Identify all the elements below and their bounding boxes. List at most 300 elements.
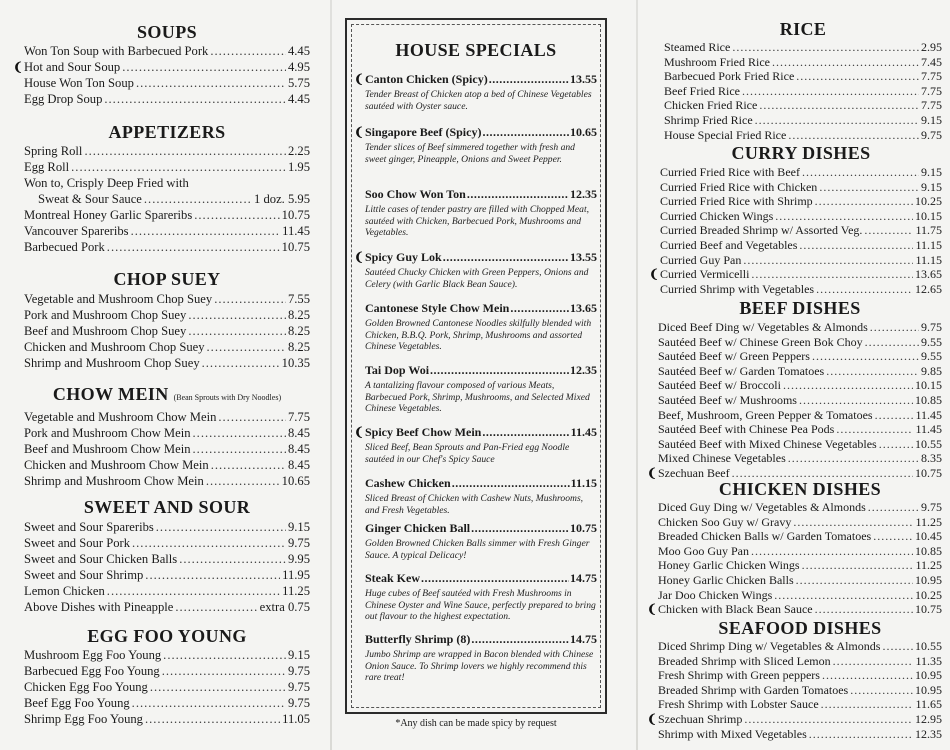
- item-price: 11.15: [915, 237, 942, 252]
- special-price: 13.55: [570, 250, 597, 264]
- section-heading-seafood: SEAFOOD DISHES: [718, 618, 882, 638]
- dot-leader: [194, 207, 279, 223]
- special-name: Canton Chicken (Spicy): [365, 72, 488, 86]
- special-description: Huge cubes of Beef sautéed with Fresh Mushrooms in Chinese Oyster and Wine Sauce, perfectly prepared to bring out flavour to the highest expectation.: [365, 588, 596, 623]
- menu-item: [658, 654, 942, 669]
- section-heading-house-specials: HOUSE SPECIALS: [395, 40, 557, 60]
- dot-leader: [211, 457, 286, 473]
- special-name: Soo Chow Won Ton: [365, 187, 466, 201]
- dot-leader: [826, 364, 919, 379]
- chow-mein-list: [24, 409, 310, 489]
- item-name: Chicken and Mushroom Chow Mein: [24, 458, 209, 472]
- menu-item: [658, 683, 942, 698]
- dot-leader: [822, 668, 913, 683]
- menu-item: [658, 639, 942, 654]
- special-description: Sautéed Chucky Chicken with Green Peppers, Onions and Celery (with Garlic Black Bean Sauce).: [365, 267, 589, 290]
- dot-leader: [850, 683, 913, 698]
- dot-leader: [788, 451, 919, 466]
- special-title-row: [365, 363, 597, 378]
- item-price: 7.75: [921, 83, 942, 98]
- menu-item: [658, 335, 942, 350]
- item-price: 11.65: [915, 697, 942, 712]
- item-price: 11.95: [282, 568, 310, 582]
- item-name: Mixed Chinese Vegetables: [658, 451, 786, 466]
- dot-leader: [793, 515, 913, 530]
- item-price: 11.15: [915, 252, 942, 267]
- special-name: Tai Dop Woi: [365, 363, 430, 377]
- item-name: Szechuan Shrimp: [658, 711, 743, 726]
- dot-leader: [214, 291, 286, 307]
- item-name: Beef, Mushroom, Green Pepper & Tomatoes: [658, 407, 873, 422]
- item-price: 1.95: [287, 160, 310, 174]
- dot-leader: [751, 267, 913, 282]
- special-description: Sliced Breast of Chicken with Cashew Nuts, Mushrooms, and Fresh Vegetables.: [365, 493, 584, 516]
- dot-leader: [175, 599, 257, 615]
- dot-leader: [210, 43, 286, 59]
- menu-item: [658, 437, 942, 452]
- item-price: 5.75: [287, 76, 310, 90]
- special-title-row: [365, 187, 597, 202]
- item-name: Sweat & Sour Sauce: [38, 192, 142, 206]
- special-item: [365, 363, 597, 415]
- item-price: 9.85: [921, 363, 942, 378]
- beef-list: [647, 320, 942, 481]
- menu-item: [658, 320, 942, 335]
- special-item: [354, 125, 597, 165]
- dot-leader: [865, 335, 919, 350]
- dot-leader: [206, 473, 280, 489]
- dot-leader: [816, 282, 913, 297]
- item-price: 9.15: [921, 165, 942, 179]
- item-price: 10.55: [915, 436, 942, 451]
- dot-leader: [467, 187, 569, 202]
- menu-item: [658, 364, 942, 379]
- chow-mein-note: (Bean Sprouts with Dry Noodles): [173, 393, 282, 402]
- item-price: 4.45: [287, 44, 310, 58]
- menu-item: [24, 695, 310, 711]
- chop-suey-section: [24, 269, 310, 371]
- item-price: 9.55: [921, 349, 942, 364]
- chili-pepper-icon: ❨: [647, 602, 658, 617]
- menu-item: [658, 500, 942, 515]
- dot-leader: [104, 91, 286, 107]
- item-name: Beef and Mushroom Chow Mein: [24, 442, 191, 456]
- item-name: Shrimp Egg Foo Young: [24, 712, 143, 726]
- menu-item: [658, 451, 942, 466]
- menu-item: [660, 209, 942, 224]
- menu-item: [24, 323, 310, 339]
- item-name: Sautéed Beef w/ Mushrooms: [658, 392, 797, 407]
- menu-item: [24, 339, 310, 355]
- item-price: 2.95: [921, 40, 942, 54]
- special-item: [365, 301, 597, 353]
- dot-leader: [107, 583, 280, 599]
- special-price: 14.75: [570, 632, 597, 646]
- menu-item: [658, 558, 942, 573]
- section-heading-beef: BEEF DISHES: [739, 298, 861, 318]
- dot-leader: [188, 307, 286, 323]
- special-name: Cashew Chicken: [365, 476, 451, 490]
- dot-leader: [162, 663, 286, 679]
- item-name: Curried Breaded Shrimp w/ Assorted Veg.: [660, 223, 863, 238]
- chili-pepper-icon: ❨: [354, 125, 365, 139]
- rice-list: [664, 40, 942, 142]
- special-title-row: [354, 425, 597, 440]
- special-title-row: [365, 632, 597, 647]
- item-price: 11.25: [915, 514, 942, 529]
- menu-item: [658, 668, 942, 683]
- item-name: Curried Fried Rice with Beef: [660, 165, 800, 179]
- dot-leader: [809, 727, 913, 742]
- dot-leader: [875, 408, 914, 423]
- soups-section: [13, 22, 310, 107]
- special-description: Sliced Beef, Bean Sprouts and Pan-Fried egg Noodle sautéed in our Chef's Spicy Sauce: [365, 442, 570, 465]
- item-price: extra 0.75: [259, 600, 310, 614]
- dot-leader: [207, 339, 286, 355]
- menu-item: [658, 544, 942, 559]
- item-price: 10.95: [915, 668, 942, 683]
- special-item: [354, 72, 597, 112]
- dot-leader: [471, 521, 569, 536]
- special-title-row: [354, 250, 597, 265]
- special-price: 14.75: [570, 571, 597, 585]
- item-price: 10.15: [915, 208, 942, 223]
- menu-item: [658, 393, 942, 408]
- menu-item: [24, 535, 310, 551]
- section-heading-egg-foo-young: EGG FOO YOUNG: [87, 626, 247, 646]
- dot-leader: [821, 697, 914, 712]
- item-price: 8.25: [287, 340, 310, 354]
- dot-leader: [179, 551, 286, 567]
- menu-item: [24, 679, 310, 695]
- dot-leader: [482, 125, 569, 140]
- special-description: Tender slices of Beef simmered together with fresh and sweet ginger, Pineapple, Onions and Sweet Pepper.: [365, 142, 575, 165]
- seafood-section: [647, 618, 942, 741]
- item-name: Sweet and Sour Pork: [24, 536, 130, 550]
- item-name: Sautéed Beef with Mixed Chinese Vegetables: [658, 436, 877, 451]
- menu-item: [24, 223, 310, 239]
- menu-item: [658, 378, 942, 393]
- item-price: 10.85: [915, 392, 942, 407]
- special-name: Singapore Beef (Spicy): [365, 125, 482, 139]
- item-name: House Special Fried Rice: [664, 127, 787, 142]
- dot-leader: [510, 301, 569, 316]
- dot-leader: [489, 72, 569, 87]
- dot-leader: [122, 59, 286, 75]
- special-name: Butterfly Shrimp (8): [365, 632, 471, 646]
- menu-item: [647, 711, 942, 727]
- menu-item: [24, 307, 310, 323]
- chow-mein-section: [24, 384, 310, 489]
- dot-leader: [471, 632, 569, 647]
- menu-item: [24, 409, 310, 425]
- special-description: Golden Browned Cantonese Noodles skilfully blended with Chicken, B.B.Q. Pork, Shrimp, Mushrooms and assorted Chinese Vegetables.: [365, 318, 592, 353]
- menu-item: [24, 567, 310, 583]
- item-price: 8.45: [287, 426, 310, 440]
- special-price: 10.65: [570, 125, 597, 139]
- special-description: Little cases of tender pastry are filled with Chopped Meat, sautéed with Chicken, Barbecued Pork, Mushrooms and Vegetables.: [365, 204, 590, 239]
- item-price: 10.55: [915, 639, 942, 653]
- item-price: 9.75: [287, 696, 310, 710]
- dot-leader: [430, 363, 569, 378]
- item-price: 10.65: [281, 474, 310, 488]
- menu-item: [24, 647, 310, 663]
- special-name: Cantonese Style Chow Mein: [365, 301, 510, 315]
- special-price: 12.35: [570, 187, 597, 201]
- dot-leader: [772, 55, 919, 70]
- item-price: 10.95: [915, 572, 942, 587]
- item-name: Beef Fried Rice: [664, 83, 740, 98]
- item-price: 11.45: [915, 407, 942, 422]
- special-item: [365, 187, 597, 239]
- dot-leader: [482, 425, 569, 440]
- item-name: Szechuan Beef: [658, 465, 730, 480]
- special-title-row: [354, 125, 597, 140]
- item-price: 10.95: [915, 682, 942, 697]
- appetizers-list: [24, 143, 310, 255]
- dot-leader: [156, 519, 286, 535]
- dot-leader: [132, 535, 286, 551]
- item-name: Diced Guy Ding w/ Vegetables & Almonds: [658, 500, 866, 514]
- item-price: 11.45: [282, 224, 310, 238]
- menu-item: [24, 473, 310, 489]
- item-name: Curried Beef and Vegetables: [660, 237, 798, 252]
- special-title-row: [365, 476, 597, 491]
- menu-item: [664, 98, 942, 113]
- appetizers-section: [24, 122, 310, 255]
- dot-leader: [218, 409, 286, 425]
- item-name: Egg Drop Soup: [24, 92, 103, 106]
- special-description: Golden Browned Chicken Balls simmer with Fresh Ginger Sauce. A typical Delicacy!: [365, 538, 590, 561]
- menu-item: [24, 291, 310, 307]
- menu-item: [24, 441, 310, 457]
- item-price: 9.75: [287, 664, 310, 678]
- item-price: 8.25: [287, 324, 310, 338]
- item-price: 10.75: [281, 208, 310, 222]
- chicken-section: [647, 479, 942, 617]
- chili-pepper-icon: ❨: [354, 250, 365, 264]
- item-name: Sweet and Sour Shrimp: [24, 568, 144, 582]
- dot-leader: [815, 602, 913, 617]
- item-name: Breaded Shrimp with Garden Tomatoes: [658, 682, 849, 697]
- section-heading-curry: CURRY DISHES: [731, 143, 871, 163]
- menu-item: [649, 267, 942, 282]
- dot-leader: [107, 239, 280, 255]
- menu-item: [24, 191, 310, 207]
- menu-item: [664, 113, 942, 128]
- menu-item: [658, 408, 942, 423]
- menu-item: [647, 602, 942, 617]
- special-price: 11.45: [570, 425, 597, 439]
- menu-item: [658, 573, 942, 588]
- item-name: Curried Fried Rice with Chicken: [660, 179, 818, 194]
- dot-leader: [131, 223, 281, 239]
- item-name: Mushroom Egg Foo Young: [24, 648, 162, 662]
- chow-mein-title: CHOW MEIN: [52, 384, 169, 404]
- item-price: 10.85: [915, 543, 942, 558]
- item-name: Curried Shrimp with Vegetables: [660, 281, 815, 296]
- item-price: 8.25: [287, 308, 310, 322]
- item-name: Egg Roll: [24, 160, 70, 174]
- rice-section: [664, 19, 942, 142]
- dot-leader: [443, 250, 569, 265]
- dot-leader: [188, 323, 286, 339]
- page-fold-right: [636, 0, 638, 750]
- menu-item: [24, 207, 310, 223]
- dot-leader: [145, 711, 280, 727]
- menu-item: [24, 239, 310, 255]
- menu-item: [658, 349, 942, 364]
- section-heading-chow-mein: [24, 384, 310, 408]
- dot-leader: [799, 393, 913, 408]
- special-price: 13.55: [570, 72, 597, 86]
- menu-item: [660, 180, 942, 195]
- section-heading-chop-suey: CHOP SUEY: [113, 269, 221, 289]
- item-name: Sautéed Beef w/ Broccoli: [658, 378, 781, 393]
- menu-item: [658, 697, 942, 712]
- item-price: 10.75: [915, 602, 942, 617]
- special-item: [365, 632, 597, 684]
- dot-leader: [870, 320, 919, 335]
- item-price: 7.55: [287, 292, 310, 306]
- menu-item: [660, 194, 942, 209]
- menu-item: [24, 711, 310, 727]
- dot-leader: [879, 437, 913, 452]
- dot-leader: [788, 128, 919, 143]
- dot-leader: [833, 654, 914, 669]
- menu-item: [658, 515, 942, 530]
- menu-item: [660, 282, 942, 297]
- item-name: Lemon Chicken: [24, 584, 105, 598]
- item-name: Diced Beef Ding w/ Vegetables & Almonds: [658, 320, 868, 334]
- egg-foo-young-list: [24, 647, 310, 727]
- item-price: 9.55: [921, 334, 942, 349]
- item-price: 11.45: [915, 422, 942, 437]
- special-name: Spicy Guy Lok: [365, 250, 442, 264]
- item-name: Sautéed Beef w/ Green Peppers: [658, 349, 810, 364]
- item-price: 12.65: [915, 281, 942, 296]
- dot-leader: [421, 571, 569, 586]
- item-price: 9.15: [287, 520, 310, 534]
- special-title-row: [365, 521, 597, 536]
- special-title-row: [354, 72, 597, 87]
- item-price: 8.45: [287, 458, 310, 472]
- item-name: Honey Garlic Chicken Wings: [658, 558, 800, 573]
- menu-item: [24, 519, 310, 535]
- item-name: Shrimp Fried Rice: [664, 112, 753, 127]
- item-price: 7.75: [921, 98, 942, 113]
- item-name: Sautéed Beef w/ Chinese Green Bok Choy: [658, 334, 863, 349]
- item-price: 8.45: [287, 442, 310, 456]
- item-name: Barbecued Egg Foo Young: [24, 664, 160, 678]
- item-name: Montreal Honey Garlic Spareribs: [24, 208, 193, 222]
- item-price: 9.75: [921, 127, 942, 142]
- item-price: 11.75: [915, 223, 942, 238]
- dot-leader: [812, 349, 919, 364]
- item-name: Barbecued Pork Fried Rice: [664, 69, 795, 84]
- item-name: Moo Goo Guy Pan: [658, 543, 750, 558]
- item-price: 10.25: [915, 587, 942, 602]
- menu-item: [24, 457, 310, 473]
- item-name: Chicken with Black Bean Sauce: [658, 602, 813, 617]
- section-heading-sweet-sour: SWEET AND SOUR: [83, 497, 251, 517]
- item-price: 11.25: [282, 584, 310, 598]
- special-title-row: [365, 571, 597, 586]
- item-name: Breaded Chicken Balls w/ Garden Tomatoes: [658, 529, 872, 544]
- item-name: Chicken Fried Rice: [664, 98, 758, 113]
- menu-item: [24, 75, 310, 91]
- item-name: Curried Vermicelli: [660, 267, 750, 282]
- menu-item: [24, 143, 310, 159]
- item-price: 11.35: [915, 653, 942, 668]
- special-item: [354, 250, 597, 290]
- menu-item: [660, 253, 942, 268]
- item-name: Mushroom Fried Rice: [664, 54, 770, 69]
- curry-section: [649, 143, 942, 296]
- item-name: Sautéed Beef w/ Garden Tomatoes: [658, 363, 825, 378]
- item-name: Chicken Soo Guy w/ Gravy: [658, 514, 792, 529]
- item-name: Pork and Mushroom Chop Suey: [24, 308, 187, 322]
- soups-list: [13, 43, 310, 107]
- item-price: 11.25: [915, 558, 942, 573]
- dot-leader: [868, 500, 919, 515]
- menu-item: [24, 175, 310, 191]
- item-name: Sweet and Sour Spareribs: [24, 520, 154, 534]
- item-name: Sautéed Beef with Chinese Pea Pods: [658, 422, 835, 437]
- menu-item: [660, 223, 942, 238]
- item-price: 1 doz. 5.95: [254, 192, 310, 206]
- chili-pepper-icon: ❨: [13, 60, 24, 74]
- special-item: [365, 521, 597, 561]
- menu-item: [664, 55, 942, 70]
- item-price: 8.35: [921, 451, 942, 466]
- special-name: Ginger Chicken Ball: [365, 521, 471, 535]
- special-item: [365, 476, 597, 516]
- dot-leader: [744, 712, 913, 727]
- item-price: 10.35: [281, 356, 310, 370]
- item-name: Chicken and Mushroom Chop Suey: [24, 340, 205, 354]
- menu-item: [24, 91, 310, 107]
- item-price: 9.15: [287, 648, 310, 662]
- dot-leader: [71, 159, 286, 175]
- dot-leader: [836, 422, 913, 437]
- dot-leader: [873, 529, 913, 544]
- menu-item: [24, 425, 310, 441]
- special-name: Spicy Beef Chow Mein: [365, 425, 482, 439]
- menu-item: [664, 84, 942, 99]
- menu-item: [660, 165, 942, 180]
- item-price: 4.45: [287, 92, 310, 106]
- dot-leader: [743, 253, 913, 268]
- item-price: 9.95: [287, 552, 310, 566]
- dot-leader: [163, 647, 286, 663]
- menu-item: [24, 43, 310, 59]
- item-name: Curried Fried Rice with Shrimp: [660, 194, 813, 209]
- dot-leader: [796, 573, 913, 588]
- menu-item: [664, 40, 942, 55]
- item-price: 9.15: [921, 112, 942, 127]
- item-name: Barbecued Pork: [24, 240, 105, 254]
- menu-item: [24, 583, 310, 599]
- item-name: Won Ton Soup with Barbecued Pork: [24, 44, 209, 58]
- dot-leader: [732, 40, 919, 55]
- special-price: 12.35: [570, 363, 597, 377]
- item-price: 10.75: [281, 240, 310, 254]
- item-price: 12.95: [915, 711, 942, 726]
- item-name: Beef Egg Foo Young: [24, 696, 130, 710]
- special-price: 11.15: [570, 476, 597, 490]
- menu-item: [24, 159, 310, 175]
